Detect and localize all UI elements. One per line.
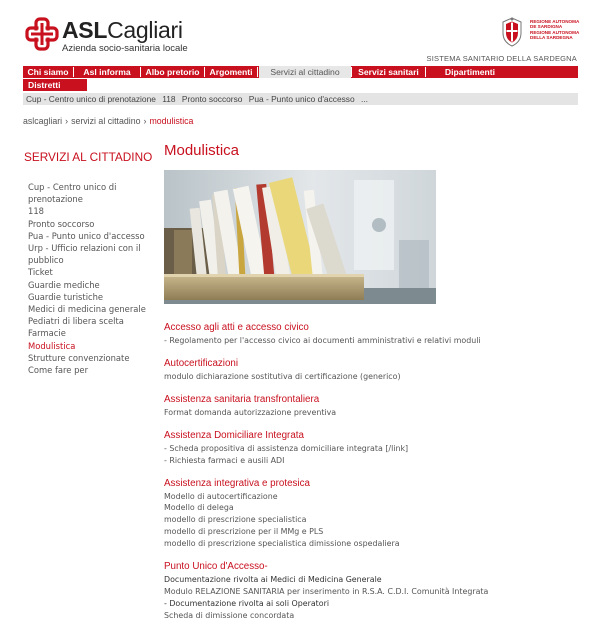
subnav-item-pronto-soccorso[interactable]: Pronto soccorso <box>181 94 243 104</box>
region-line: DE SARDIGNA <box>530 24 563 30</box>
sub-nav <box>23 93 578 105</box>
region-emblem-icon <box>498 16 526 48</box>
page-title: Modulistica <box>164 142 240 159</box>
sidebar-item-cup-cont[interactable]: prenotazione <box>28 194 83 205</box>
binders-photo <box>164 170 436 304</box>
form-link[interactable]: modello di prescrizione specialistica <box>164 515 307 525</box>
breadcrumb-separator: › <box>65 116 69 126</box>
form-subheading: - Documentazione rivolta ai soli Operatori <box>164 598 330 608</box>
sidebar-item-guardie-turistiche[interactable]: Guardie turistiche <box>28 291 104 302</box>
form-subheading: Documentazione rivolta ai Medici di Medicina Generale <box>164 575 382 585</box>
breadcrumb-item-home[interactable]: aslcagliari <box>23 116 63 126</box>
region-line: REGIONE AUTONOMA <box>530 29 580 35</box>
sidebar-item-ticket[interactable]: Ticket <box>28 267 53 278</box>
nav-item-albo-pretorio[interactable]: Albo pretorio <box>145 67 200 77</box>
sidebar <box>24 150 152 376</box>
breadcrumb-current: modulistica <box>149 116 194 126</box>
section-heading[interactable]: Accesso agli atti e accesso civico <box>164 322 309 333</box>
nav-item-distretti[interactable]: Distretti <box>23 79 87 91</box>
sidebar-item-come-fare[interactable]: Come fare per <box>28 365 89 376</box>
section-integrativa-protesica <box>164 478 584 551</box>
sidebar-item-pediatri[interactable]: Pediatri di libera scelta <box>28 316 124 327</box>
form-link[interactable]: - Richiesta farmaci e ausili ADI <box>164 455 285 465</box>
form-link[interactable]: Format domanda autorizzazione preventiva <box>164 407 337 417</box>
section-heading[interactable]: Autocertificazioni <box>164 357 239 369</box>
region-line: DELLA SARDEGNA <box>530 34 573 40</box>
form-link[interactable]: - Regolamento per l'accesso civico ai documenti amministrativi e relativi moduli <box>164 336 481 345</box>
sidebar-item-urp[interactable]: Urp - Ufficio relazioni con il <box>28 243 141 254</box>
section-heading[interactable]: Assistenza Domiciliare Integrata <box>164 429 304 441</box>
form-link[interactable]: modello di prescrizione specialistica dimissione ospedaliera <box>164 539 400 549</box>
subnav-item-118[interactable]: 118 <box>162 94 176 104</box>
nav-item-servizi-al-cittadino[interactable]: Servizi al cittadino <box>259 66 351 78</box>
form-link[interactable]: - Scheda propositiva di assistenza domiciliare integrata [/link] <box>164 443 409 453</box>
section-adi <box>164 430 584 467</box>
region-line: REGIONE AUTONOMA <box>530 19 580 24</box>
logo-rest: Cagliari <box>107 17 183 43</box>
sidebar-item-modulistica[interactable]: Modulistica <box>28 340 76 351</box>
form-link[interactable]: Modulo RELAZIONE SANITARIA per inserimento in R.S.A. C.D.I. Comunità Integrata <box>164 586 489 596</box>
section-heading[interactable]: Assistenza integrativa e protesica <box>164 477 310 489</box>
form-link[interactable]: modello di prescrizione per il MMg e PLS <box>164 527 324 537</box>
sidebar-item-118[interactable]: 118 <box>28 206 44 217</box>
breadcrumb-item-servizi[interactable]: servizi al cittadino <box>71 116 141 126</box>
main-content <box>164 142 584 623</box>
subnav-item-more[interactable]: ... <box>360 94 368 104</box>
sidebar-item-farmacie[interactable]: Farmacie <box>28 328 66 339</box>
form-link[interactable]: Modello di autocertificazione <box>164 491 278 501</box>
nav-divider <box>257 67 258 77</box>
sidebar-item-pua[interactable]: Pua - Punto unico d'accesso <box>28 230 145 241</box>
breadcrumb <box>23 116 193 126</box>
sidebar-item-guardie-mediche[interactable]: Guardie mediche <box>28 279 100 290</box>
nav-item-servizi-sanitari[interactable]: Servizi sanitari <box>358 67 419 77</box>
main-nav <box>23 66 578 78</box>
section-accesso-atti <box>164 322 584 347</box>
sidebar-item-pronto-soccorso[interactable]: Pronto soccorso <box>28 218 95 229</box>
section-pua <box>164 561 584 622</box>
breadcrumb-separator: › <box>143 116 147 126</box>
site-header <box>0 0 610 66</box>
nav-item-asl-informa[interactable]: Asl informa <box>83 67 131 77</box>
sidebar-item-strutture[interactable]: Strutture convenzionate <box>28 352 130 363</box>
form-link[interactable]: Modello di delega <box>164 503 234 513</box>
form-link[interactable]: Scheda di dimissione concordata <box>164 610 295 620</box>
subnav-item-cup[interactable]: Cup - Centro unico di prenotazione <box>26 94 156 104</box>
section-transfrontaliera <box>164 394 584 419</box>
region-caption: SISTEMA SANITARIO DELLA SARDEGNA <box>426 54 577 63</box>
form-link[interactable]: modulo dichiarazione sostitutiva di certificazione (generico) <box>164 371 401 381</box>
section-heading[interactable]: Assistenza sanitaria transfrontaliera <box>164 393 320 405</box>
nav-item-dipartimenti[interactable]: Dipartimenti <box>444 67 496 77</box>
logo-subtitle: Azienda socio-sanitaria locale <box>62 43 188 54</box>
section-heading[interactable]: Punto Unico d'Accesso- <box>164 561 268 573</box>
nav-item-chi-siamo[interactable]: Chi siamo <box>27 67 69 77</box>
sidebar-item-urp-cont[interactable]: pubblico <box>28 255 64 266</box>
subnav-item-pua[interactable]: Pua - Punto unico d'accesso <box>248 94 355 104</box>
asl-logo-icon[interactable] <box>25 17 59 51</box>
sidebar-menu <box>24 181 152 376</box>
sidebar-item-medici[interactable]: Medici di medicina generale <box>28 304 146 315</box>
site-logo-text[interactable] <box>62 17 183 43</box>
nav-item-argomenti[interactable]: Argomenti <box>209 67 253 77</box>
hero-image <box>164 170 436 304</box>
form-sections <box>164 322 584 622</box>
section-autocertificazioni <box>164 358 584 383</box>
sidebar-item-cup[interactable]: Cup - Centro unico di <box>28 182 117 192</box>
region-name <box>530 19 590 40</box>
sidebar-title: SERVIZI AL CITTADINO <box>24 150 153 164</box>
logo-bold: ASL <box>62 17 108 43</box>
